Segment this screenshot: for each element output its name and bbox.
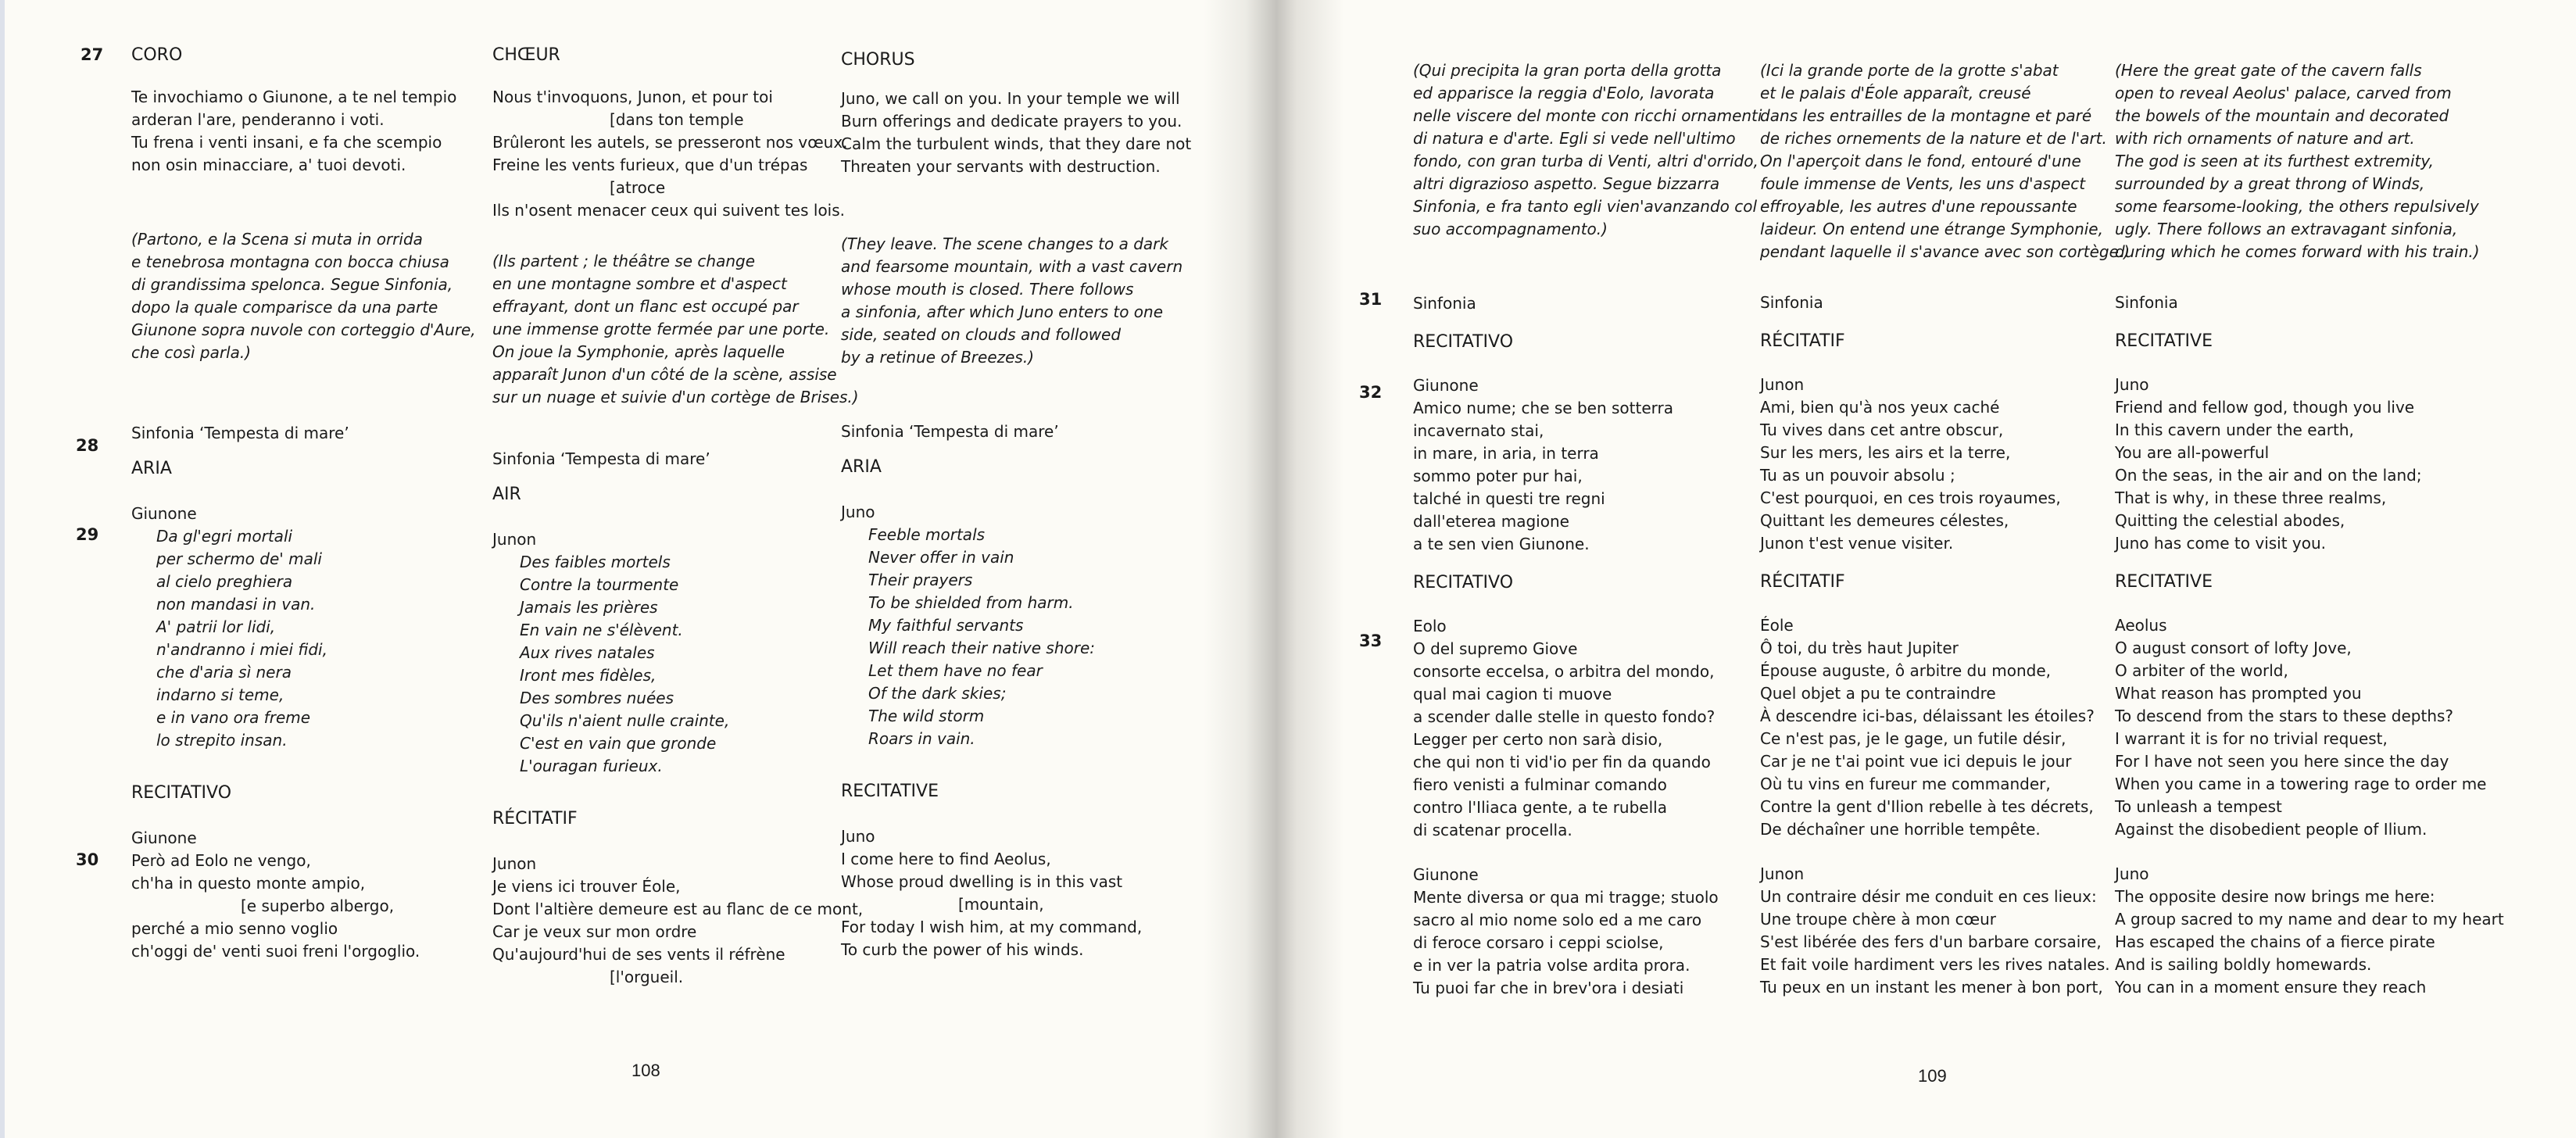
chorus-line: arderan l'are, penderanno i voti. [131, 110, 385, 129]
recitative-line: contro l'Iliaca gente, a te rubella [1413, 798, 1667, 817]
speaker-name: Éole [1760, 616, 1794, 635]
recitative-line: A group sacred to my name and dear to my heart [2115, 910, 2504, 929]
recitative-line: À descendre ici-bas, délaissant les étoiles? [1760, 707, 2095, 725]
italian-column-right [1413, 59, 1773, 1000]
chorus-line: [dans ton temple [610, 110, 744, 129]
stage-direction-line: apparaît Junon d'un côté de la scène, assise [492, 365, 837, 384]
recitative-line: To descend from the stars to these depths? [2115, 707, 2454, 725]
chorus-line: Burn offerings and dedicate prayers to you. [841, 112, 1182, 131]
recitativo-heading: RÉCITATIF [1760, 572, 1845, 592]
aria-line: Aux rives natales [520, 643, 655, 662]
italian-column-left [131, 44, 476, 963]
stage-direction-line: during which he comes forward with his train.) [2115, 242, 2480, 261]
recitative-line: perché a mio senno voglio [131, 919, 338, 938]
spacer [131, 445, 467, 457]
chorus-line: Brûleront les autels, se presseront nos vœux. [492, 133, 848, 152]
recitative-line: Ce n'est pas, je le gage, un futile désir, [1760, 729, 2066, 748]
section-number: 29 [76, 525, 99, 544]
recitative-line: di scatenar procella. [1413, 821, 1572, 839]
spacer [2115, 841, 2482, 863]
aria-line: Feeble mortals [868, 525, 986, 544]
chorus-heading: CHŒUR [492, 45, 560, 65]
spacer [1413, 595, 1773, 615]
stage-direction-line: e tenebrosa montagna con bocca chiusa [131, 252, 449, 271]
spacer [131, 67, 467, 86]
recitative-line: Friend and fellow god, though you live [2115, 398, 2415, 417]
speaker-name: Juno [841, 827, 875, 846]
recitative-line: De déchaîner une horrible tempête. [1760, 820, 2041, 839]
french-column-right [1760, 59, 2131, 999]
spacer [2115, 594, 2482, 614]
recitative-line: e in ver la patria volse ardita prora. [1413, 956, 1690, 975]
recitative-line: Dont l'altière demeure est au flanc de ce mont, [492, 900, 864, 918]
spacer [492, 778, 836, 807]
stage-direction-line: (Ils partent ; le théâtre se change [492, 252, 756, 270]
stage-direction-line: sur un nuage et suivie d'un cortège de Brises.) [492, 388, 859, 406]
speaker-name: Giunone [131, 504, 197, 523]
speaker-name: Juno [841, 503, 875, 521]
stage-direction-line: une immense grotte fermée par une porte. [492, 320, 830, 338]
recitative-line: O del supremo Giove [1413, 639, 1578, 658]
speaker-name: Giunone [1413, 376, 1479, 395]
recitative-line: For I have not seen you here since the day [2115, 752, 2449, 771]
spacer [1413, 842, 1773, 864]
stage-direction-line: dans les entrailles de la montagne et paré [1760, 106, 2092, 125]
stage-direction-line: suo accompagnamento.) [1413, 220, 1608, 238]
sinfonia-title: Sinfonia [2115, 293, 2178, 312]
recitative-line: a scender dalle stelle in questo fondo? [1413, 707, 1716, 726]
spacer [1413, 241, 1773, 292]
stage-direction-line: and fearsome mountain, with a vast cavern [841, 257, 1183, 276]
recitative-line: dall'eterea magione [1413, 512, 1569, 531]
stage-direction-line: effroyable, les autres d'une repoussante [1760, 197, 2077, 216]
page-number: 109 [1918, 1066, 1947, 1086]
recitative-line: in mare, in aria, in terra [1413, 444, 1599, 463]
spacer [1760, 263, 2120, 292]
aria-line: che d'aria sì nera [156, 663, 292, 682]
recitative-line: Et fait voile hardiment vers les rives natales. [1760, 955, 2110, 974]
section-number: 27 [80, 45, 104, 64]
spacer [1413, 354, 1773, 374]
book-gutter [1204, 0, 1344, 1138]
speaker-name: Junon [1760, 864, 1805, 883]
stage-direction-line: laideur. On entend une étrange Symphonie, [1760, 220, 2103, 238]
page-edge [0, 0, 5, 1138]
recitativo-heading: RECITATIVO [1413, 573, 1514, 592]
aria-line: lo strepito insan. [156, 731, 288, 750]
spacer [492, 67, 836, 86]
spacer [131, 805, 467, 827]
recitative-line: Contre la gent d'Ilion rebelle à tes décrets, [1760, 797, 2094, 816]
stage-direction-line: surrounded by a great throng of Winds, [2115, 174, 2425, 193]
recitative-line: Junon t'est venue visiter. [1760, 534, 1954, 553]
aria-line: per schermo de' mali [156, 549, 322, 568]
recitativo-heading: RECITATIVO [131, 783, 232, 803]
aria-line: L'ouragan furieux. [520, 757, 663, 775]
recitative-line: [l'orgueil. [610, 968, 684, 986]
aria-line: Contre la tourmente [520, 575, 679, 594]
recitative-line: Juno has come to visit you. [2115, 534, 2327, 553]
aria-line: The wild storm [868, 707, 985, 725]
spacer [492, 506, 836, 528]
aria-line: Let them have no fear [868, 661, 1043, 680]
recitative-line: Je viens ici trouver Éole, [492, 877, 681, 896]
recitative-line: Ami, bien qu'à nos yeux caché [1760, 398, 2000, 417]
recitative-line: In this cavern under the earth, [2115, 420, 2354, 439]
recitative-line: You can in a moment ensure they reach [2115, 978, 2427, 997]
stage-direction-line: en une montagne sombre et d'aspect [492, 274, 787, 293]
spacer [492, 471, 836, 483]
right-page [1250, 0, 2576, 1138]
spacer [1413, 556, 1773, 571]
speaker-name: Giunone [131, 828, 197, 847]
aria-line: Roars in vain. [868, 729, 975, 748]
recitative-line: Quitting the celestial abodes, [2115, 511, 2345, 530]
recitativo-heading: RÉCITATIF [1760, 331, 1845, 351]
spacer [2115, 555, 2482, 571]
recitative-line: When you came in a towering rage to order me [2115, 775, 2487, 793]
aria-line: Jamais les prières [520, 598, 658, 617]
speaker-name: Giunone [1413, 865, 1479, 884]
stage-direction-line: a sinfonia, after which Juno enters to one [841, 302, 1164, 321]
recitative-line: Tu puoi far che in brev'ora i desiati [1413, 979, 1684, 997]
aria-heading: ARIA [131, 459, 172, 478]
stage-direction-line: Sinfonia, e fra tanto egli vien'avanzando col [1413, 197, 1758, 216]
recitative-line: Sur les mers, les airs et la terre, [1760, 443, 2011, 462]
spacer [2115, 353, 2482, 374]
chorus-line: Nous t'invoquons, Junon, et pour toi [492, 88, 773, 106]
aria-line: To be shielded from harm. [868, 593, 1074, 612]
recitative-line: I warrant it is for no trivial request, [2115, 729, 2388, 748]
aria-line: Qu'ils n'aient nulle crainte, [520, 711, 730, 730]
recitative-line: Mente diversa or qua mi tragge; stuolo [1413, 888, 1719, 907]
recitative-line: fiero venisti a fulminar comando [1413, 775, 1667, 794]
spacer [492, 831, 836, 853]
recitative-line: ch'ha in questo monte ampio, [131, 874, 366, 893]
recitative-line: Legger per certo non sarà disio, [1413, 730, 1663, 749]
spacer [841, 178, 1193, 233]
recitativo-heading: RECITATIVE [2115, 572, 2213, 592]
recitative-line: a te sen vien Giunone. [1413, 535, 1590, 553]
speaker-name: Eolo [1413, 617, 1447, 635]
aria-heading: ARIA [841, 457, 882, 477]
recitative-line: To unleash a tempest [2115, 797, 2282, 816]
stage-direction-line: de riches ornements de la nature et de l'art. [1760, 129, 2107, 148]
stage-direction-line: (They leave. The scene changes to a dark [841, 234, 1168, 253]
recitativo-heading: RECITATIVE [841, 782, 939, 801]
aria-line: e in vano ora freme [156, 708, 311, 727]
recitative-line: ch'oggi de' venti suoi freni l'orgoglio. [131, 942, 420, 961]
spacer [131, 752, 467, 782]
chorus-heading: CHORUS [841, 50, 915, 70]
aria-heading: AIR [492, 485, 521, 504]
stage-direction-line: side, seated on clouds and followed [841, 325, 1122, 344]
aria-line: Des faibles mortels [520, 553, 671, 571]
section-number: 31 [1359, 290, 1383, 309]
spacer [841, 750, 1193, 780]
stage-direction-line: (Here the great gate of the cavern falls [2115, 61, 2422, 80]
stage-direction-line: (Ici la grande porte de la grotte s'abat [1760, 61, 2059, 80]
spacer [1760, 555, 2120, 571]
stage-direction-line: On l'aperçoit dans le fond, entouré d'une [1760, 152, 2081, 170]
chorus-heading: CORO [131, 45, 183, 65]
stage-direction-line: et le palais d'Éole apparaît, creusé [1760, 84, 2031, 102]
recitative-line: Has escaped the chains of a fierce pirate [2115, 932, 2435, 951]
recitative-line: What reason has prompted you [2115, 684, 2362, 703]
recitative-line: Ô toi, du très haut Jupiter [1760, 639, 1959, 657]
recitative-line: [e superbo albergo, [241, 896, 395, 915]
stage-direction-line: (Partono, e la Scena si muta in orrida [131, 230, 423, 249]
aria-line: En vain ne s'élèvent. [520, 621, 683, 639]
stage-direction-line: some fearsome-looking, the others repulsively [2115, 197, 2479, 216]
aria-line: Never offer in vain [868, 548, 1014, 567]
spacer [131, 177, 467, 228]
section-number: 32 [1359, 383, 1383, 402]
speaker-name: Juno [2115, 864, 2149, 883]
recitative-line: You are all-powerful [2115, 443, 2270, 462]
recitative-line: Tu peux en un instant les mener à bon port, [1760, 978, 2103, 997]
speaker-name: Junon [492, 854, 537, 873]
recitative-line: That is why, in these three realms, [2115, 488, 2387, 507]
recitative-line: To curb the power of his winds. [841, 940, 1084, 959]
left-page [0, 0, 1250, 1138]
stage-direction-line: by a retinue of Breezes.) [841, 348, 1035, 367]
recitative-line: Tu vives dans cet antre obscur, [1760, 420, 2004, 439]
aria-line: My faithful servants [868, 616, 1024, 635]
recitative-line: For today I wish him, at my command, [841, 918, 1143, 936]
recitative-line: Whose proud dwelling is in this vast [841, 872, 1123, 891]
stage-direction-line: the bowels of the mountain and decorated [2115, 106, 2449, 125]
recitativo-heading: RECITATIVO [1413, 332, 1514, 352]
aria-line: A' patrii lor lidi, [156, 617, 276, 636]
spacer [1760, 594, 2120, 614]
stage-direction-line: (Qui precipita la gran porta della grotta [1413, 61, 1722, 80]
stage-direction-line: effrayant, dont un flanc est occupé par [492, 297, 799, 316]
chorus-line: Tu frena i venti insani, e fa che scempio [131, 133, 442, 152]
stage-direction-line: dopo la quale comparisce da una parte [131, 298, 438, 317]
recitative-line: On the seas, in the air and on the land; [2115, 466, 2422, 485]
spacer [2115, 263, 2482, 292]
stage-direction-line: Giunone sopra nuvole con corteggio d'Aure, [131, 320, 476, 339]
spacer [841, 803, 1193, 825]
section-number: 30 [76, 850, 99, 869]
recitative-line: incavernato stai, [1413, 421, 1544, 440]
sinfonia-title: Sinfonia ‘Tempesta di mare’ [841, 422, 1059, 441]
stage-direction-line: ed apparisce la reggia d'Eolo, lavorata [1413, 84, 1715, 102]
chorus-line: Te invochiamo o Giunone, a te nel tempio [131, 88, 457, 106]
aria-line: C'est en vain que gronde [520, 734, 717, 753]
speaker-name: Aeolus [2115, 616, 2167, 635]
chorus-line: Freine les vents furieux, que d'un trépas [492, 156, 808, 174]
aria-line: al cielo preghiera [156, 572, 293, 591]
recitative-line: Une troupe chère à mon cœur [1760, 910, 1997, 929]
chorus-line: Calm the turbulent winds, that they dare not [841, 134, 1192, 153]
recitative-line: Qu'aujourd'hui de ses vents il réfrène [492, 945, 785, 964]
stage-direction-line: ugly. There follows an extravagant sinfonia, [2115, 220, 2458, 238]
recitative-line: Tu as un pouvoir absolu ; [1760, 466, 1955, 485]
recitative-line: talché in questi tre regni [1413, 489, 1605, 508]
recitative-line: Però ad Eolo ne vengo, [131, 851, 311, 870]
sinfonia-title: Sinfonia ‘Tempesta di mare’ [492, 449, 710, 468]
aria-line: Their prayers [868, 571, 973, 589]
spacer [1413, 315, 1773, 331]
spacer [492, 409, 836, 448]
recitativo-heading: RÉCITATIF [492, 809, 578, 828]
spacer [2115, 314, 2482, 330]
stage-direction-line: open to reveal Aeolus' palace, carved from [2115, 84, 2452, 102]
recitative-line: qual mai cagion ti muove [1413, 685, 1612, 703]
aria-line: Des sombres nuées [520, 689, 674, 707]
aria-line: Will reach their native shore: [868, 639, 1095, 657]
stage-direction-line: di grandissima spelonca. Segue Sinfonia, [131, 275, 453, 294]
recitative-line: Quel objet a pu te contraindre [1760, 684, 1996, 703]
recitative-line: O arbiter of the world, [2115, 661, 2288, 680]
spacer [131, 481, 467, 503]
recitative-line: Amico nume; che se ben sotterra [1413, 399, 1673, 417]
chorus-line: Threaten your servants with destruction. [841, 157, 1161, 176]
recitative-line: che qui non ti vid'io per fin da quando [1413, 753, 1711, 771]
spacer [131, 364, 467, 422]
sinfonia-title: Sinfonia [1413, 294, 1476, 313]
spacer [1760, 841, 2120, 863]
recitative-line: Against the disobedient people of Ilium. [2115, 820, 2428, 839]
recitative-line: Où tu vins en fureur me commander, [1760, 775, 2051, 793]
recitative-line: Car je veux sur mon ordre [492, 922, 697, 941]
stage-direction-line: The god is seen at its furthest extremity, [2115, 152, 2434, 170]
chorus-line: Juno, we call on you. In your temple we will [841, 89, 1180, 108]
spacer [841, 479, 1193, 501]
stage-direction-line: di natura e d'arte. Egli si vede nell'ultimo [1413, 129, 1736, 148]
chorus-line: non osin minacciare, a' tuoi devoti. [131, 156, 406, 174]
sinfonia-title: Sinfonia ‘Tempesta di mare’ [131, 424, 349, 442]
stage-direction-line: nelle viscere del monte con ricchi ornamenti [1413, 106, 1762, 125]
speaker-name: Junon [492, 530, 537, 549]
aria-line: Da gl'egri mortali [156, 527, 293, 546]
recitative-line: S'est libérée des fers d'un barbare corsaire, [1760, 932, 2102, 951]
recitative-line: sommo poter pur hai, [1413, 467, 1583, 485]
recitative-line: consorte eccelsa, o arbitra del mondo, [1413, 662, 1715, 681]
recitative-line: sacro al mio nome solo ed a me caro [1413, 911, 1702, 929]
spacer [841, 369, 1193, 420]
spacer [1760, 353, 2120, 374]
recitative-line: O august consort of lofty Jove, [2115, 639, 2352, 657]
stage-direction-line: fondo, con gran turba di Venti, altri d'orrido, [1413, 152, 1758, 170]
recitativo-heading: RECITATIVE [2115, 331, 2213, 351]
recitative-line: Un contraire désir me conduit en ces lieux: [1760, 887, 2097, 906]
recitative-line: C'est pourquoi, en ces trois royaumes, [1760, 488, 2061, 507]
chorus-line: Ils n'osent menacer ceux qui suivent tes lois. [492, 201, 846, 220]
stage-direction-line: che così parla.) [131, 343, 252, 362]
sinfonia-title: Sinfonia [1760, 293, 1823, 312]
english-column-left [841, 48, 1193, 961]
spacer [841, 443, 1193, 456]
recitative-line: The opposite desire now brings me here: [2115, 887, 2435, 906]
spacer [1760, 314, 2120, 330]
stage-direction-line: foule immense de Vents, les uns d'aspect [1760, 174, 2086, 193]
english-column-right [2115, 59, 2504, 999]
spacer [841, 72, 1193, 88]
aria-line: indarno si teme, [156, 685, 284, 704]
spacer [492, 222, 836, 250]
stage-direction-line: whose mouth is closed. There follows [841, 280, 1134, 299]
recitative-line: Car je ne t'ai point vue ici depuis le jour [1760, 752, 2072, 771]
recitative-line: [mountain, [958, 895, 1044, 914]
section-number: 33 [1359, 632, 1383, 650]
aria-line: n'andranno i miei fidi, [156, 640, 327, 659]
chorus-line: [atroce [610, 178, 666, 197]
stage-direction-line: altri digrazioso aspetto. Segue bizzarra [1413, 174, 1720, 193]
recitative-line: di feroce corsaro i ceppi sciolse, [1413, 933, 1664, 952]
stage-direction-line: pendant laquelle il s'avance avec son cortège.) [1760, 242, 2131, 261]
recitative-line: And is sailing boldly homewards. [2115, 955, 2372, 974]
stage-direction-line: On joue la Symphonie, après laquelle [492, 342, 785, 361]
speaker-name: Junon [1760, 375, 1805, 394]
speaker-name: Juno [2115, 375, 2149, 394]
recitative-line: Épouse auguste, ô arbitre du monde, [1760, 661, 2052, 680]
recitative-line: I come here to find Aeolus, [841, 850, 1051, 868]
page-number: 108 [631, 1061, 660, 1080]
stage-direction-line: with rich ornaments of nature and art. [2115, 129, 2415, 148]
aria-line: Iront mes fidèles, [520, 666, 657, 685]
aria-line: non mandasi in van. [156, 595, 316, 614]
recitative-line: Quittant les demeures célestes, [1760, 511, 2009, 530]
section-number: 28 [76, 436, 99, 455]
aria-line: Of the dark skies; [868, 684, 1007, 703]
